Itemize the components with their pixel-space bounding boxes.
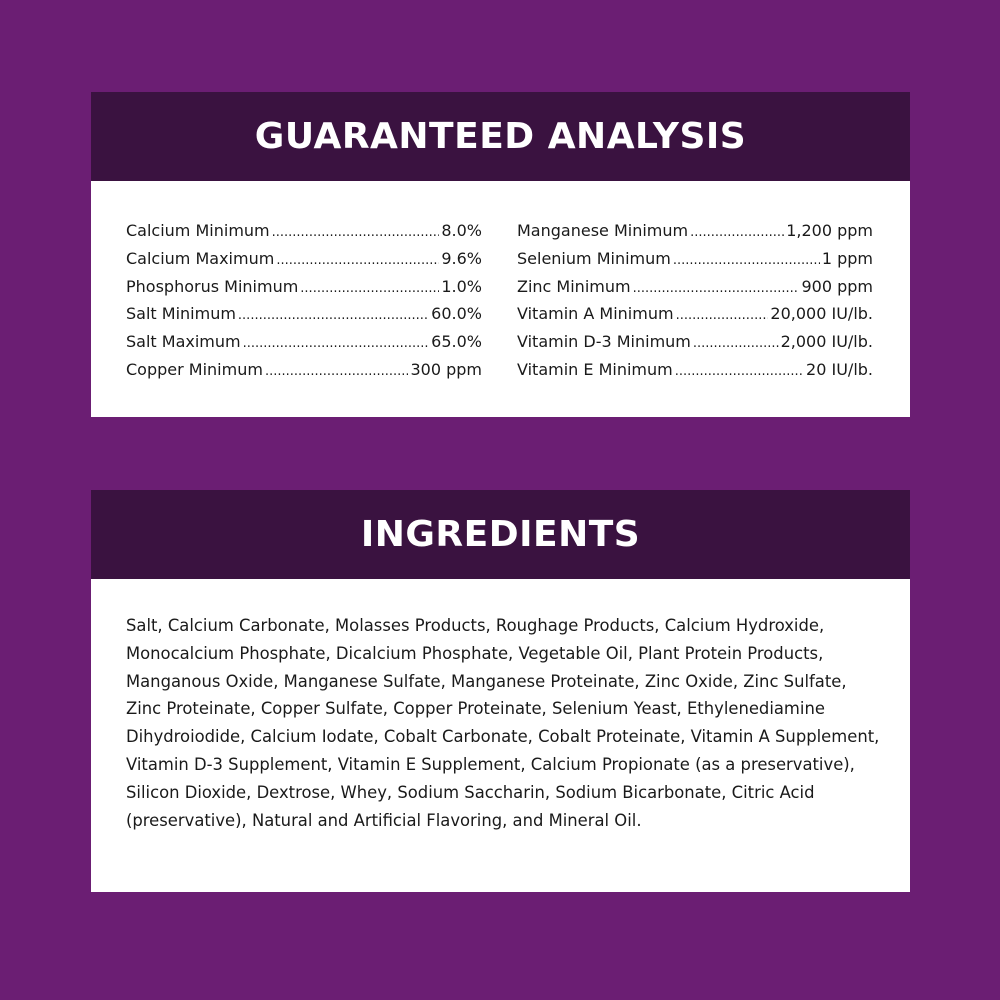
analysis-row <box>126 277 482 305</box>
ingredients-panel <box>91 490 910 892</box>
ingredients-header <box>91 490 910 579</box>
guaranteed-analysis-panel <box>91 92 910 417</box>
nutrient-value: 900 ppm <box>801 276 873 296</box>
analysis-row <box>517 332 873 360</box>
dot-leader <box>276 253 439 268</box>
analysis-row <box>517 221 873 249</box>
nutrient-label: Manganese Minimum <box>517 221 689 240</box>
nutrient-value: 300 ppm <box>410 359 482 379</box>
nutrient-value: 20,000 IU/lb. <box>770 304 873 324</box>
analysis-table <box>126 221 873 388</box>
dot-leader <box>690 225 784 240</box>
nutrient-value: 60.0% <box>431 304 482 324</box>
analysis-row <box>126 249 482 277</box>
dot-leader <box>676 308 769 323</box>
analysis-row <box>126 360 482 388</box>
guaranteed-analysis-title: GUARANTEED ANALYSIS <box>254 116 747 157</box>
analysis-row <box>517 277 873 305</box>
analysis-row <box>126 304 482 332</box>
ingredients-text: Salt, Calcium Carbonate, Molasses Products, Roughage Products, Calcium Hydroxide, Monocalcium Phosphate, Dicalcium Phosphate, Vegetable Oil, Plant Protein Products, Manganous Oxide, Manganese Sulfate, Manganese Proteinate, Zinc Oxide, Zinc Sulfate, Zinc Proteinate, Copper Sulfate, Copper Proteinate, Selenium Yeast, Ethylenediamine Dihydroiodide, Calcium Iodate, Cobalt Carbonate, Cobalt Proteinate, Vitamin A Supplement, Vitamin D-3 Supplement, Vitamin E Supplement, Calcium Propionate (as a preservative), Silicon Dioxide, Dextrose, Whey, Sodium Saccharin, Sodium Bicarbonate, Citric Acid (preservative), Natural and Artificial Flavoring, and Mineral Oil. <box>126 616 880 830</box>
dot-leader <box>300 281 439 296</box>
nutrient-value: 20 IU/lb. <box>806 359 873 379</box>
nutrient-label: Vitamin D-3 Minimum <box>517 332 691 352</box>
nutrient-label: Calcium Maximum <box>126 248 275 268</box>
nutrient-label: Vitamin A Minimum <box>517 304 674 324</box>
nutrient-value: 8.0% <box>441 221 482 240</box>
nutrient-label: Salt Maximum <box>126 332 241 352</box>
analysis-row <box>126 221 482 249</box>
nutrient-label: Copper Minimum <box>126 359 263 379</box>
nutrient-value: 1.0% <box>441 276 482 296</box>
dot-leader <box>238 308 429 323</box>
nutrient-label: Salt Minimum <box>126 304 236 324</box>
nutrient-label: Zinc Minimum <box>517 276 631 296</box>
analysis-column-left <box>126 221 482 388</box>
nutrient-value: 65.0% <box>431 332 482 352</box>
nutrient-value: 1,200 ppm <box>786 221 873 240</box>
nutrient-value: 2,000 IU/lb. <box>780 332 873 352</box>
analysis-row <box>517 304 873 332</box>
dot-leader <box>243 336 430 351</box>
analysis-row <box>126 332 482 360</box>
nutrient-label: Selenium Minimum <box>517 248 671 268</box>
nutrient-label: Vitamin E Minimum <box>517 359 673 379</box>
analysis-column-right <box>517 221 873 388</box>
nutrient-value: 1 ppm <box>821 248 873 268</box>
analysis-row <box>517 360 873 388</box>
nutrient-label: Calcium Minimum <box>126 221 270 240</box>
dot-leader <box>673 253 820 268</box>
dot-leader <box>675 364 804 379</box>
dot-leader <box>633 281 800 296</box>
analysis-row <box>517 249 873 277</box>
nutrient-label: Phosphorus Minimum <box>126 276 299 296</box>
ingredients-title: INGREDIENTS <box>360 514 641 555</box>
dot-leader <box>265 364 409 379</box>
guaranteed-analysis-header <box>91 92 910 181</box>
nutrient-value: 9.6% <box>441 248 482 268</box>
dot-leader <box>272 225 440 240</box>
dot-leader <box>693 336 779 351</box>
